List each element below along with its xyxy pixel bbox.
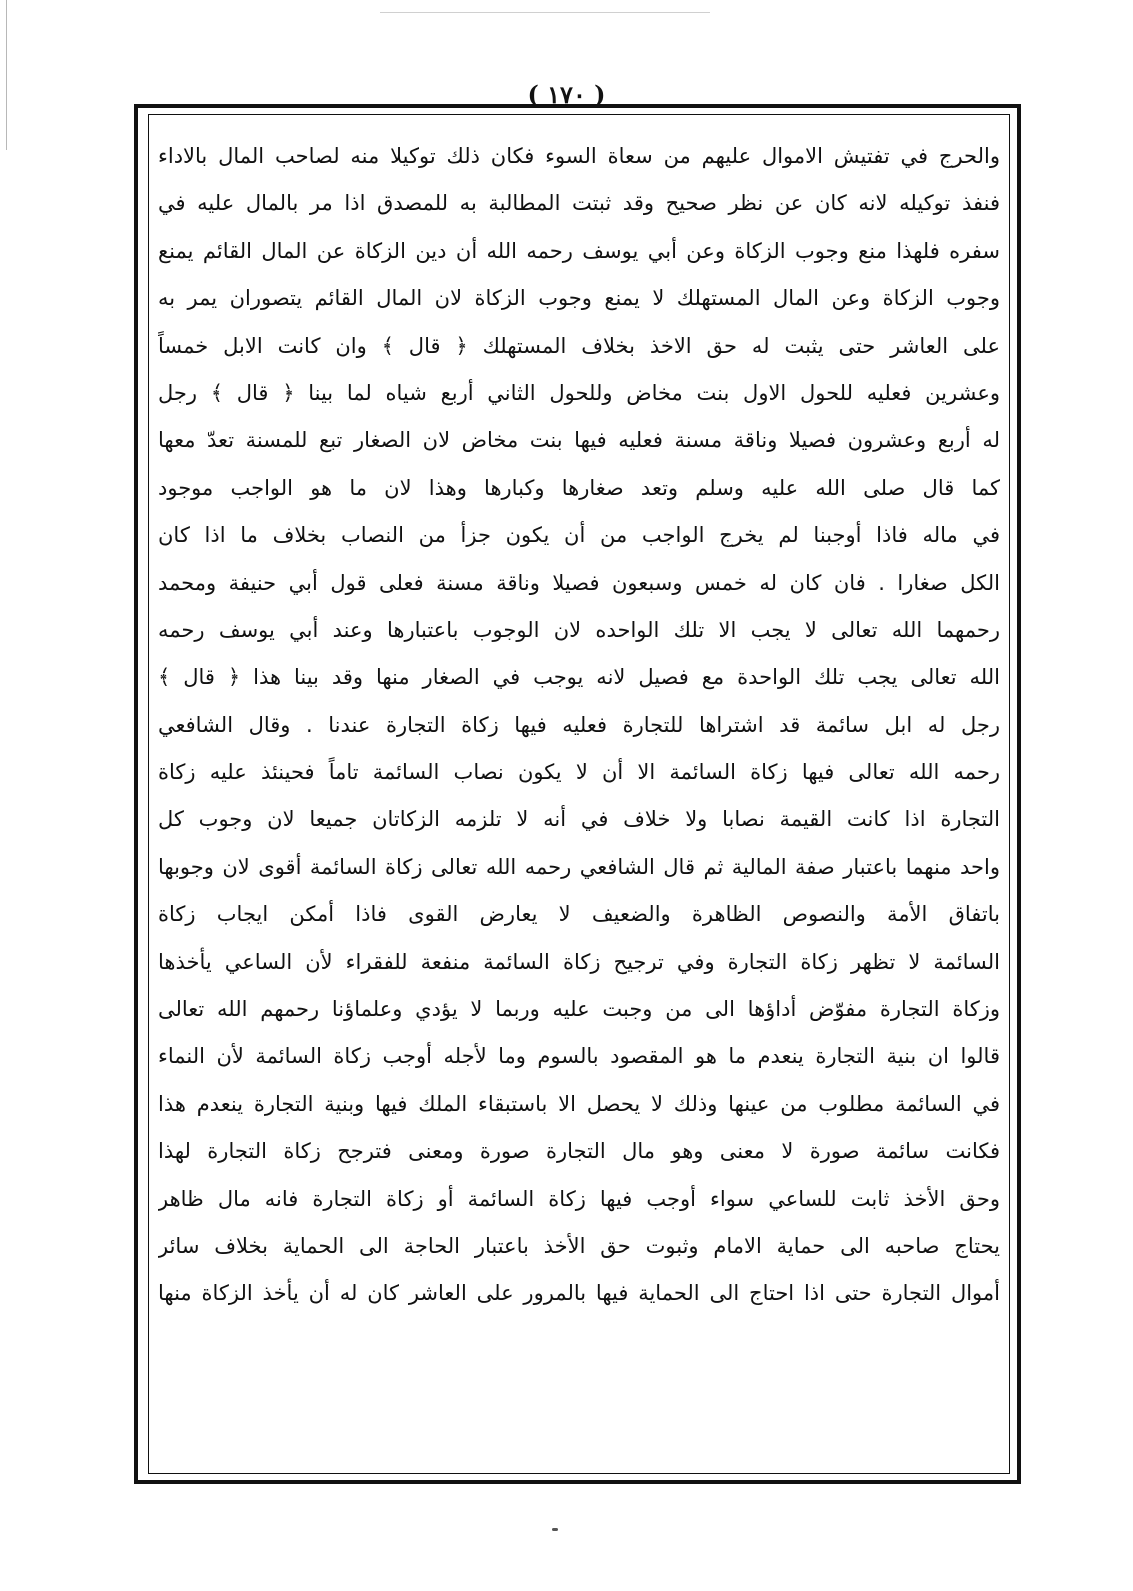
page-number: ( ١٧٠ )	[527, 80, 606, 109]
text-line: قالوا ان بنية التجارة ينعدم ما هو المقصود بالسوم وما لأجله أوجب زكاة السائمة لأن النماء	[158, 1044, 1000, 1069]
text-line: يحتاج صاحبه الى حماية الامام وثبوت حق الأخذ باعتبار الحاجة الى الحماية بخلاف سائر	[158, 1233, 1000, 1258]
text-line: الله تعالى يجب تلك الواحدة مع فصيل لانه يوجب في الصغار منها وقد بينا هذا ﴿ قال ﴾	[158, 665, 1000, 690]
text-line: على العاشر حتى يثبت له حق الاخذ بخلاف المستهلك ﴿ قال ﴾ وان كانت الابل خمساً	[158, 333, 1000, 358]
text-line: الكل صغارا . فان كان له خمس وسبعون فصيلا وناقة مسنة فعلى قول أبي حنيفة ومحمد	[158, 570, 1000, 595]
text-line: فنفذ توكيله لانه كان عن نظر صحيح وقد ثبتت المطالبة به للمصدق اذا مر بالمال عليه في	[158, 191, 1000, 216]
text-line: سفره فلهذا منع وجوب الزكاة وعن أبي يوسف رحمه الله أن دين الزكاة عن المال القائم يمنع	[158, 238, 1000, 263]
text-line: في السائمة مطلوب من عينها وذلك لا يحصل الا باستبقاء الملك فيها وبنية التجارة ينعدم هذا	[158, 1091, 1000, 1116]
text-line: واحد منهما باعتبار صفة المالية ثم قال الشافعي رحمه الله تعالى زكاة السائمة أقوى لان وجوبها	[158, 854, 1000, 879]
text-line: كما قال صلى الله عليه وسلم وتعد صغارها وكبارها وهذا لان ما هو الواجب موجود	[158, 475, 1000, 500]
text-line: له أربع وعشرون فصيلا وناقة مسنة فعليه فيها بنت مخاض لان الصغار تبع للمسنة تعدّ معها	[158, 428, 1000, 453]
text-line: السائمة لا تظهر زكاة التجارة وفي ترجيح زكاة السائمة منفعة للفقراء لأن الساعي يأخذها	[158, 949, 1000, 974]
text-line: وجوب الزكاة وعن المال المستهلك لا يمنع وجوب الزكاة لان المال القائم يتصوران يمر به	[158, 286, 1000, 311]
text-line: باتفاق الأمة والنصوص الظاهرة والضعيف لا يعارض القوى فاذا أمكن ايجاب زكاة	[158, 902, 1000, 927]
text-line: التجارة اذا كانت القيمة نصابا ولا خلاف في أنه لا تلزمه الزكاتان جميعا لان وجوب كل	[158, 807, 1000, 832]
text-line: وعشرين فعليه للحول الاول بنت مخاض وللحول الثاني أربع شياه لما بينا ﴿ قال ﴾ رجل	[158, 380, 1000, 405]
text-line: فكانت سائمة صورة لا معنى وهو مال التجارة صورة ومعنى فترجح زكاة التجارة لهذا	[158, 1139, 1000, 1164]
scan-edge-left	[6, 0, 7, 150]
scan-edge-top	[380, 12, 710, 13]
text-line: وحق الأخذ ثابت للساعي سواء أوجب فيها زكاة السائمة أو زكاة التجارة فانه مال ظاهر	[158, 1186, 1000, 1211]
footer-speck	[552, 1528, 558, 1531]
text-line: وزكاة التجارة مفوّض أداؤها الى من وجبت عليه وربما لا يؤدي وعلماؤنا رحمهم الله تعالى	[158, 997, 1000, 1022]
text-line: رحمه الله تعالى فيها زكاة السائمة الا أن لا يكون نصاب السائمة تاماً فحينئذ عليه زكاة	[158, 760, 1000, 785]
text-line: أموال التجارة حتى اذا احتاج الى الحماية فيها بالمرور على العاشر كان له أن يأخذ الزكاة منها	[158, 1281, 1000, 1306]
text-line: في ماله فاذا أوجبنا لم يخرج الواجب من أن يكون جزأ من النصاب بخلاف ما اذا كان	[158, 523, 1000, 548]
text-body	[158, 133, 1000, 1468]
text-line: رحمهما الله تعالى لا يجب الا تلك الواحده لان الوجوب باعتبارها وعند أبي يوسف رحمه	[158, 617, 1000, 642]
text-line: رجل له ابل سائمة قد اشتراها للتجارة فعليه فيها زكاة التجارة عندنا . وقال الشافعي	[158, 712, 1000, 737]
text-line: والحرج في تفتيش الاموال عليهم من سعاة السوء فكان ذلك توكيلا منه لصاحب المال بالاداء	[158, 144, 1000, 168]
